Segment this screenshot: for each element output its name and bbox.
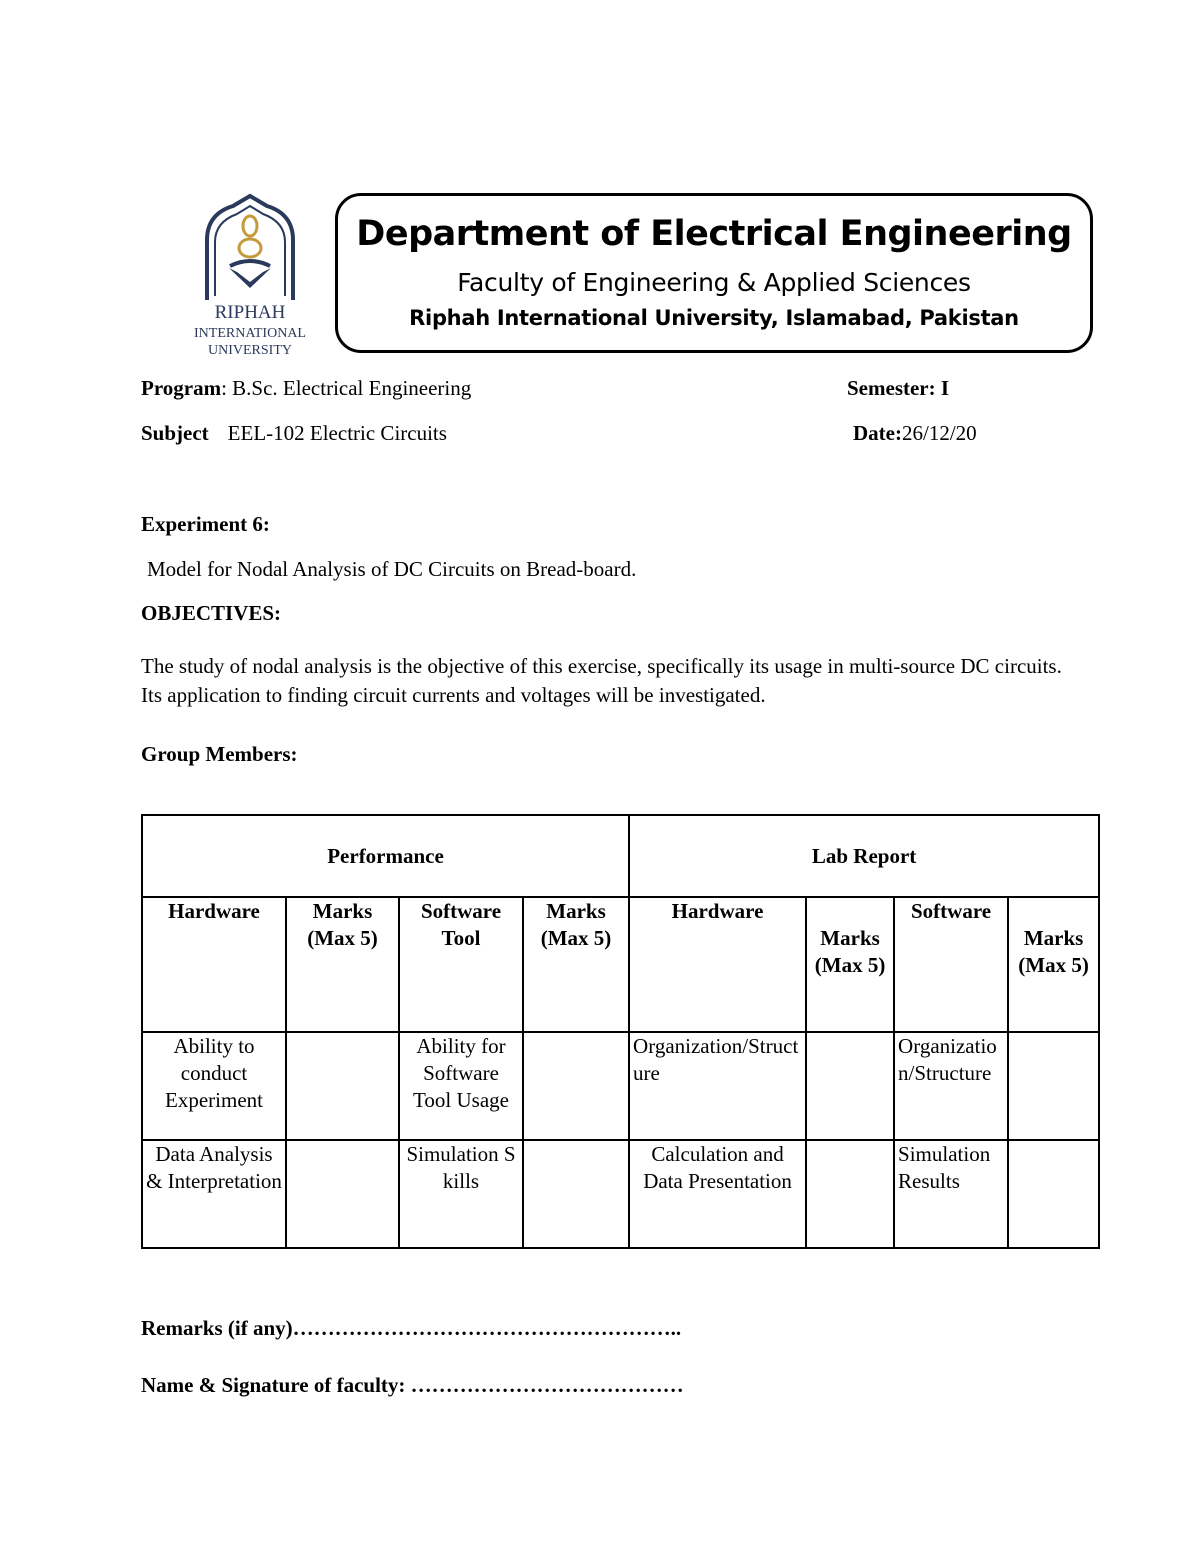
table-cell: Data Analysis & Interpretation [142, 1140, 286, 1248]
experiment-title: Model for Nodal Analysis of DC Circuits on Bread-board. [147, 557, 637, 581]
marks-cell [523, 1140, 629, 1248]
marks-cell [286, 1032, 399, 1140]
marks-cell [806, 1032, 894, 1140]
performance-group-header: Performance [142, 815, 629, 897]
semester-label: Semester: I [847, 376, 950, 400]
department-title: Department of Electrical Engineering [356, 214, 1072, 254]
program-line [141, 376, 471, 401]
column-header: Marks (Max 5) [523, 897, 629, 1032]
table-cell: Calculation and Data Presentation [629, 1140, 806, 1248]
column-header: Marks (Max 5) [1008, 897, 1099, 1032]
university-logo [185, 192, 315, 362]
table-cell: Simulation Skills [399, 1140, 523, 1248]
date-line [853, 421, 977, 446]
group-members-label: Group Members: [141, 742, 298, 766]
table-cell: Simulation Results [894, 1140, 1008, 1248]
column-header: Software Tool [399, 897, 523, 1032]
marks-cell [523, 1032, 629, 1140]
svg-text:UNIVERSITY: UNIVERSITY [208, 343, 292, 358]
marks-cell [1008, 1140, 1099, 1248]
lab-report-group-header: Lab Report [629, 815, 1099, 897]
date-value: 26/12/20 [901, 421, 977, 445]
subject-value: EEL-102 Electric Circuits [227, 421, 447, 445]
program-label: Program [141, 376, 222, 400]
marks-cell [1008, 1032, 1099, 1140]
table-cell: Organization/Structure [894, 1032, 1008, 1140]
svg-text:INTERNATIONAL: INTERNATIONAL [194, 326, 306, 341]
objectives-text: The study of nodal analysis is the objective of this exercise, specifically its usage in multi-source DC circuits. Its application to finding circuit currents and voltages will be investigated. [141, 654, 1062, 707]
faculty-signature-line: Name & Signature of faculty: ………………………………… [141, 1373, 684, 1397]
column-header: Marks (Max 5) [286, 897, 399, 1032]
svg-text:RIPHAH: RIPHAH [214, 302, 286, 323]
table-cell: Ability to conduct Experiment [142, 1032, 286, 1140]
subject-line [141, 421, 447, 446]
university-title: Riphah International University, Islamabad, Pakistan [409, 306, 1019, 330]
program-value: : B.Sc. Electrical Engineering [221, 376, 472, 400]
column-header: Marks (Max 5) [806, 897, 894, 1032]
faculty-title: Faculty of Engineering & Applied Sciences [457, 268, 971, 297]
logo-emblem-icon [185, 192, 315, 362]
column-header: Hardware [142, 897, 286, 1032]
header-box [335, 193, 1093, 353]
date-label: Date: [853, 421, 902, 445]
remarks-line: Remarks (if any)……………………………………………….. [141, 1316, 682, 1340]
marks-cell [806, 1140, 894, 1248]
marks-cell [286, 1140, 399, 1248]
objectives-heading: OBJECTIVES: [141, 601, 282, 625]
column-header: Hardware [629, 897, 806, 1032]
table-cell: Ability for Software Tool Usage [399, 1032, 523, 1140]
marks-table [141, 814, 1100, 1249]
experiment-heading: Experiment 6: [141, 512, 270, 536]
table-cell: Organization/Structure [629, 1032, 806, 1140]
table-row [142, 1140, 1099, 1248]
table-row [142, 1032, 1099, 1140]
column-header: Software [894, 897, 1008, 1032]
subject-label: Subject [141, 421, 209, 445]
